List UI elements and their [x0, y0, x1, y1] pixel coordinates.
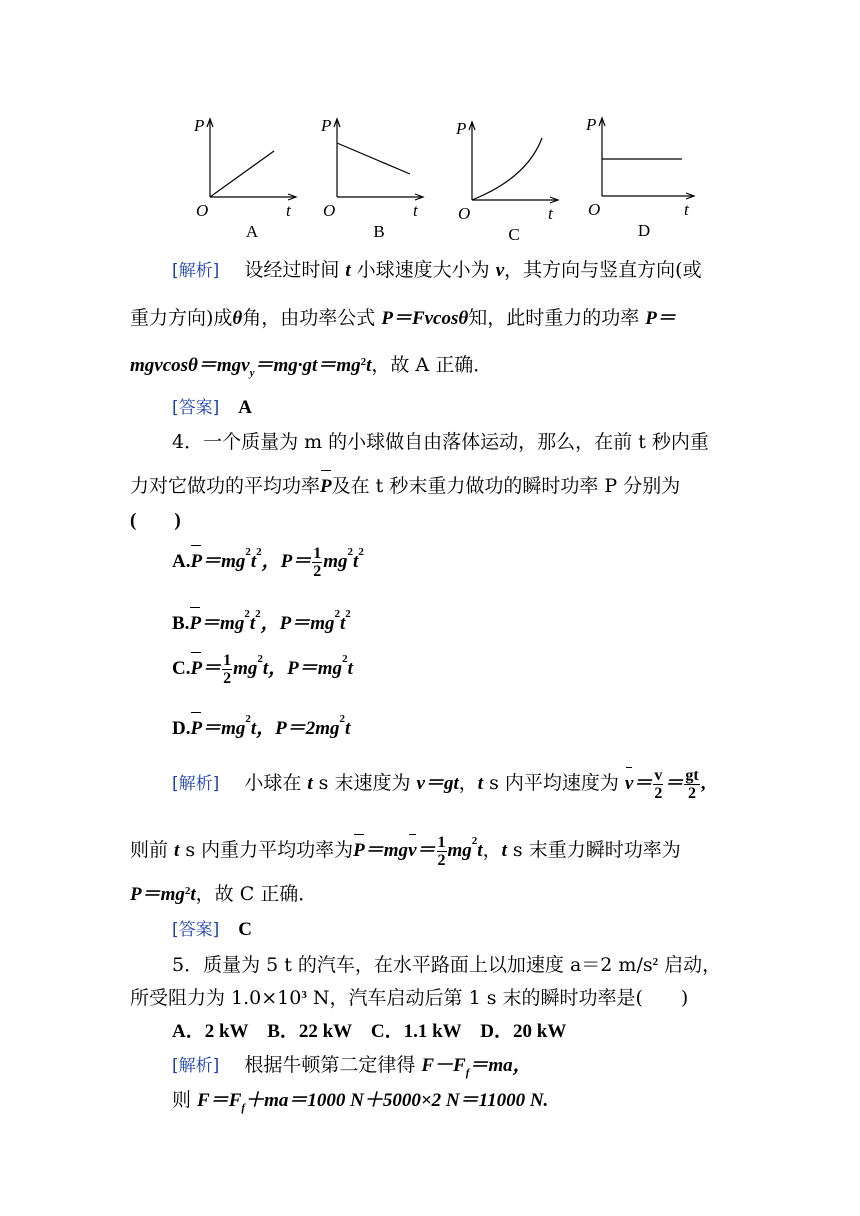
avg-P: P	[189, 613, 202, 634]
q4-analysis-line2: 则前 t s 内重力平均功率为P＝mgv＝ $\frac{1}{2}$ $mg^2t$，t s 末重力瞬时功率为	[130, 833, 681, 869]
q5-analysis-line1	[172, 1053, 532, 1085]
formula: F－F	[421, 1055, 466, 1076]
formula: mg	[323, 551, 348, 572]
text: 知，此时重力的功率	[468, 307, 646, 329]
avg-v: v	[408, 840, 417, 861]
text: 设经过时间	[244, 259, 346, 281]
text: 4．一个质量为 m 的小球做自由落体运动，那么，在前 t 秒内重	[172, 431, 709, 453]
var: θ	[232, 308, 243, 329]
formula: ＝mg·gt＝mg	[254, 355, 361, 376]
formula: mgvcosθ＝mgv	[130, 355, 250, 376]
option-label: A.	[172, 551, 191, 572]
graph-caption: C	[508, 225, 520, 244]
text: 小球在	[244, 772, 308, 794]
frac-den: 2	[313, 562, 322, 580]
graph-caption: A	[245, 222, 259, 241]
q5-options	[172, 1019, 566, 1044]
answer-value: C	[238, 919, 253, 940]
formula: ，P＝	[261, 551, 312, 572]
origin-label: O	[588, 200, 601, 219]
var: t	[174, 840, 180, 861]
power-time-graphs	[0, 0, 860, 250]
var: t	[347, 658, 353, 679]
var: t	[190, 884, 196, 905]
options-text: A．2 kW B．22 kW C．1.1 kW D．20 kW	[172, 1021, 567, 1042]
origin-label: O	[458, 204, 471, 223]
text: 及在 t 秒末重力做功的瞬时功率 P 分别为	[331, 475, 681, 497]
formula: ＝	[416, 840, 436, 861]
origin-label: O	[196, 201, 209, 220]
text: s 内平均速度为	[483, 772, 619, 794]
text: s 内重力平均功率为	[179, 839, 354, 861]
text: 启动，	[658, 954, 722, 976]
avg-P: P	[353, 840, 365, 861]
q4-option-a: $A.P=mg^2t^2$，P＝ $\frac{1}{2}$ $mg^2t^2$	[172, 544, 364, 580]
frac-num: 1	[313, 544, 322, 562]
text: 所受阻力为 1.0×10	[130, 987, 302, 1009]
graph-caption: B	[373, 222, 385, 241]
avg-P: P	[190, 658, 203, 679]
avg-P: P	[190, 551, 203, 572]
formula: ＋ma＝1000 N＋5000×2 N＝11000 N.	[245, 1090, 549, 1111]
x-axis-label: t	[413, 201, 418, 220]
blank: ( )	[130, 510, 181, 531]
origin-label: O	[323, 201, 336, 220]
formula: P＝mg	[130, 884, 185, 905]
q4-option-d: $D.P=mg^2t$，$P=2mg^2t$	[172, 710, 350, 741]
q4-stem-line2	[130, 468, 680, 499]
text: ，故 A 正确．	[371, 354, 493, 376]
formula: t，P＝mg	[262, 658, 343, 679]
graph-curve	[210, 151, 274, 197]
formula: ＝mg	[202, 718, 246, 739]
option-label: C.	[172, 658, 191, 679]
formula: ＝mg	[201, 613, 245, 634]
text: ，	[458, 772, 478, 794]
x-axis-label: t	[286, 201, 291, 220]
q3-analysis-line3	[130, 353, 492, 385]
answer-tag: [答案]	[172, 398, 220, 418]
var: t	[345, 718, 351, 739]
x-axis-label: t	[684, 200, 689, 219]
formula: v＝gt	[416, 773, 459, 794]
text: 5．质量为 5 t 的汽车，在水平路面上以加速度 a＝2 m/s	[172, 954, 653, 976]
q4-analysis-line1: [解析] 小球在 t s 末速度为 v＝gt，t s 内平均速度为 v＝ $\frac{v}{2}$ ＝ $\frac{gt}{2}$ ,	[172, 766, 706, 802]
q3-analysis-line1	[172, 258, 702, 283]
avg-power-symbol: P	[320, 476, 332, 497]
q4-analysis-line3: $P=mg^2t$，故 C 正确．	[130, 883, 318, 905]
var: t	[477, 840, 483, 861]
avg-v: v	[624, 773, 634, 794]
text: 则	[172, 1089, 198, 1111]
frac-num: 1	[437, 833, 446, 851]
formula: ＝mg	[202, 551, 246, 572]
graph-caption: D	[637, 221, 651, 240]
q4-answer	[172, 917, 252, 942]
q3-analysis-line2	[130, 306, 676, 331]
text: 重力方向)成	[130, 307, 233, 329]
y-axis-label: P	[194, 116, 205, 135]
q4-stem-line1	[172, 430, 709, 454]
q5-analysis-line2	[172, 1088, 548, 1120]
formula: P＝Fvcosθ	[381, 308, 469, 329]
y-axis-label: P	[586, 115, 597, 134]
text: s 末速度为	[312, 772, 417, 794]
var: t	[345, 260, 351, 281]
text: ，故 C 正确．	[195, 883, 318, 905]
answer-tag: [答案]	[172, 920, 220, 940]
text: N，汽车启动后第 1 s 末的瞬时功率是( )	[306, 987, 689, 1009]
frac-den: 2	[223, 669, 232, 687]
sup: 2	[652, 956, 659, 968]
text: 力对它做功的平均功率	[130, 475, 321, 497]
analysis-tag: [解析]	[172, 774, 220, 794]
avg-P: P	[190, 718, 203, 739]
formula: ＝mg	[364, 840, 409, 861]
analysis-tag: [解析]	[172, 261, 220, 281]
formula: P＝	[645, 308, 676, 329]
sub: f	[465, 1066, 470, 1079]
text: 角，由功率公式	[242, 307, 382, 329]
var: t	[501, 840, 507, 861]
text: 根据牛顿第二定律得	[244, 1054, 422, 1076]
formula: t，P＝2mg	[250, 718, 340, 739]
text: ，	[482, 839, 502, 861]
graph-curve	[337, 143, 410, 174]
x-axis-label: t	[548, 204, 553, 223]
var: v	[495, 260, 505, 281]
q3-answer	[172, 395, 252, 420]
option-label: D.	[172, 718, 191, 739]
formula: ＝ma，	[469, 1055, 532, 1076]
frac-den: 2	[437, 851, 446, 869]
sup: 2	[360, 356, 367, 368]
graph-curve	[472, 138, 542, 200]
formula: F＝F	[197, 1090, 242, 1111]
frac-num: v	[654, 766, 663, 784]
frac-den: 2	[688, 784, 697, 802]
sup: 3	[301, 989, 307, 1001]
q5-stem-line2	[130, 986, 688, 1010]
y-axis-label: P	[321, 116, 332, 135]
sub: f	[241, 1101, 246, 1114]
text: 则前	[130, 839, 175, 861]
text: ，其方向与竖直方向(或	[504, 259, 702, 281]
formula: mg	[447, 840, 472, 861]
var: t	[307, 773, 313, 794]
q5-stem-line1	[172, 953, 721, 977]
var: t	[477, 773, 484, 794]
formula: ，P＝mg	[260, 613, 335, 634]
q4-option-b: $B.P=mg^2t^2$，$P=mg^2t^2$	[172, 605, 351, 636]
var: t	[366, 355, 372, 376]
analysis-tag: [解析]	[172, 1056, 220, 1076]
formula: mg	[233, 658, 258, 679]
q4-stem-line3	[130, 508, 181, 533]
answer-value: A	[238, 397, 253, 418]
sub: y	[249, 366, 255, 379]
frac-den: 2	[654, 784, 663, 802]
frac-num: 1	[223, 651, 232, 669]
text: s 末重力瞬时功率为	[506, 839, 681, 861]
text: 小球速度大小为	[350, 259, 496, 281]
y-axis-label: P	[456, 119, 467, 138]
q4-option-c: C.P＝ $\frac{1}{2}$ $mg^2t$，$P=mg^2t$	[172, 651, 353, 687]
frac-num: gt	[685, 766, 699, 784]
option-label: B.	[172, 613, 190, 634]
